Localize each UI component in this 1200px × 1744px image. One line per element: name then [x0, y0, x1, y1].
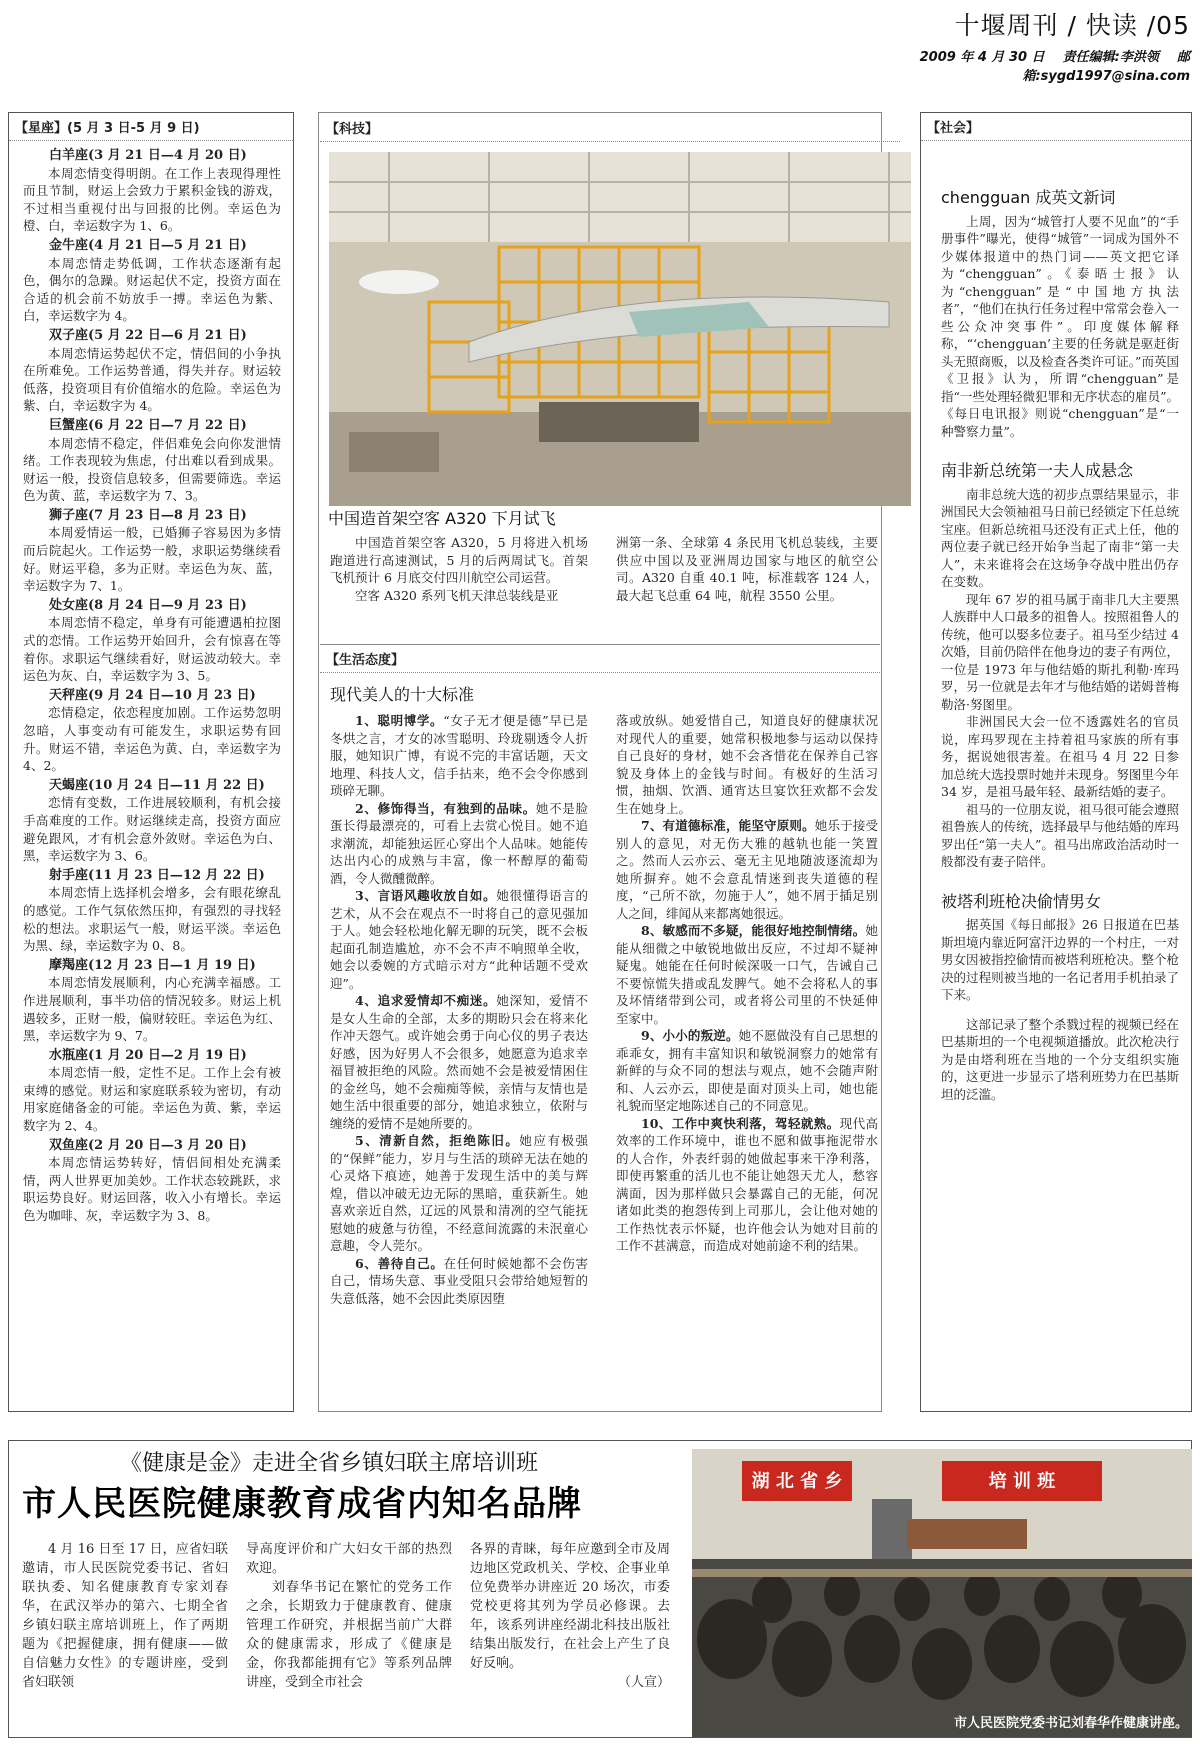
article-title: 南非新总统第一夫人成悬念	[941, 461, 1134, 480]
standard-head: 9、小小的叛逆。	[641, 1028, 739, 1043]
standard-item	[616, 817, 878, 922]
standard-text: 她不是脸蛋长得最漂亮的，可看上去赏心悦目。她不追求潮流，却能独运匠心穿出个人品味。她能传达出内心的成熟与丰富，像一杯醇厚的葡萄酒，令人微醺微醉。	[330, 800, 588, 886]
feature-paragraph: 4 月 16 日至 17 日，应省妇联邀请，市人民医院党委书记、省妇联执委、知名健康教育专家刘春华，在武汉举办的第六、七期全省乡镇妇联主席培训班上，作了两期题为《把握健康，拥有健康——做自信魅力女性》的专题讲座，受到省妇联领	[22, 1542, 228, 1690]
sign-text: 本周恋情一般，定性不足。工作上会有被束缚的感觉。财运和家庭联系较为密切，有动用家庭储备金的可能。幸运色为黄、紫，幸运数字为 2、4。	[23, 1065, 281, 1134]
feature-col-1	[22, 1540, 228, 1692]
article-paragraph: 非洲国民大会一位不透露姓名的官员说，库玛罗现在主持着祖马家族的所有事务，据说她很害羞。在祖马 4 月 22 日参加总统大选投票时她并未现身。努图里今年 34 岁，是祖马最年轻、最新结婚的妻子。	[941, 714, 1179, 799]
feature-paragraph: 刘春华书记在繁忙的党务工作之余，长期致力于健康教育、健康管理工作研究，并根据当前广大群众的健康需求，形成了《健康是金，你我都能拥有它》等系列品牌讲座，受到全市社会	[246, 1580, 452, 1690]
standard-text: 她乐于接受别人的意见，对无伤大雅的越轨也能一笑置之。然而人云亦云、毫无主见地随波逐流却为她所摒弃。她不会意乱情迷到丧失道德的程度，“己所不欲，勿施于人”，她不屑于插足别人之间，绯闻从来都离她很远。	[616, 818, 878, 921]
sign-text: 本周恋情上选择机会增多，会有眼花缭乱的感觉。工作气氛依然压抑，有强烈的寻找轻松的想法。求职运气一般，财运平淡。幸运色为黑、绿，幸运数字为 0、8。	[23, 885, 281, 954]
standard-head: 2、修饰得当，有独到的品味。	[355, 800, 536, 816]
tech-article	[328, 506, 878, 535]
sign-entry	[23, 237, 281, 325]
masthead-title: 十堰周刊 / 快读 /05	[954, 11, 1190, 40]
tech-paragraph: 洲第一条、全球第 4 条民用飞机总装线，主要供应中国以及亚洲周边国家与地区的航空公司。A320 自重 40.1 吨，标准载客 124 人，最大起飞总重 64 吨，航程 3550 公里。	[616, 535, 878, 603]
society-article	[941, 893, 1179, 1104]
sign-name: 水瓶座(1 月 20 日—2 月 19 日)	[49, 1047, 247, 1063]
standard-head: 7、有道德标准，能坚守原则。	[641, 818, 815, 833]
horoscope-section-tag: 【星座】(5 月 3 日-5 月 9 日)	[9, 113, 293, 141]
standard-item	[330, 800, 588, 888]
sign-text: 本周爱情运一般，已婚狮子容易因为多情而后院起火。工作运势一般，求职运势继续看好。财运平稳，多为正财。幸运色为灰、蓝，幸运数字为 7、1。	[23, 525, 281, 594]
airplane-assembly-icon	[329, 152, 911, 506]
tech-section-tag: 【科技】	[320, 114, 900, 142]
sign-text: 本周恋情运势转好，情侣间相处充满柔情，两人世界更加美妙。工作状态较跳跃，求职运势良好。财运回落，收入小有增长。幸运色为咖啡、灰，幸运数字为 3、8。	[23, 1155, 281, 1224]
tech-col-2	[616, 534, 878, 604]
feature-byline: （人宣）	[617, 1675, 670, 1690]
society-article	[941, 462, 1179, 871]
sign-name: 天蝎座(10 月 24 日—11 月 22 日)	[49, 777, 265, 793]
airplane-assembly-photo	[329, 152, 911, 506]
article-title: 被塔利班枪决偷情男女	[941, 891, 1102, 911]
standard-text: “女子无才便是德”早已是冬烘之言，才女的冰雪聪明、玲珑剔透令人折服，她知识广博，有说不完的丰富话题，天文地理、科技人文，信手拈来，绝不会令你感到琐碎无聊。	[330, 713, 589, 798]
tech-col-1	[330, 534, 588, 604]
sign-entry	[23, 417, 281, 505]
article-paragraph: 这部记录了整个杀戮过程的视频已经在巴基斯坦的一个电视频道播放。此次枪决行为是由塔利班在当地的一个分支组织实施的，这更进一步显示了塔利班势力在巴基斯坦的泛滥。	[941, 1016, 1179, 1102]
horoscope-column	[8, 112, 294, 1412]
society-section-tag: 【社会】	[921, 113, 1191, 141]
editor-email: 邮箱:sygd1997@sina.com	[1022, 50, 1190, 84]
standard-head: 6、善待自己。	[355, 1255, 444, 1271]
sign-text: 本周恋情运势起伏不定，情侣间的小争执在所难免。工作运势普通，得失并存。财运较低落，投资项目有价值缩水的危险。幸运色为紫、白，幸运数字为 4。	[23, 345, 281, 414]
life-col-2	[616, 712, 878, 1255]
standard-item	[616, 1027, 878, 1115]
issue-date: 2009 年 4 月 30 日	[919, 50, 1045, 65]
life-title-text: 现代美人的十大标准	[330, 685, 475, 704]
standard-item	[616, 1115, 878, 1255]
sign-entry	[23, 1137, 281, 1225]
tech-paragraph: 中国造首架空客 A320，5 月将进入机场跑道进行高速测试，5 月的后两周试飞。首架飞机预计 6 月底交付四川航空公司运营。	[330, 535, 588, 585]
lecture-photo	[692, 1449, 1192, 1737]
life-title	[330, 676, 870, 711]
society-articles	[921, 189, 1191, 1103]
sign-entry	[23, 327, 281, 415]
horoscope-list	[9, 141, 293, 1225]
standard-item	[330, 992, 588, 1132]
sign-text: 本周恋情不稳定，单身有可能遭遇柏拉图式的恋情。工作运势开始回升，会有惊喜在等着你。求职运气继续看好，财运波动较大。幸运色为灰、白，幸运数字为 3、5。	[23, 615, 281, 684]
standard-item	[330, 887, 588, 992]
tech-paragraph: 空客 A320 系列飞机天津总装线是亚	[355, 587, 559, 603]
sign-entry	[23, 867, 281, 955]
editor: 责任编辑:李洪领	[1062, 50, 1159, 65]
feature-headline: 市人民医院健康教育成省内知名品牌	[22, 1484, 582, 1524]
feature-kicker: 《健康是金》走进全省乡镇妇联主席培训班	[120, 1451, 539, 1476]
sign-text: 本周恋情不稳定，伴侣难免会向你发泄情绪。工作表现较为焦虑，付出难以看到成果。财运一般，投资信息较多，但需要筛选。幸运色为黄、蓝，幸运数字为 7、3。	[23, 435, 281, 504]
sign-text: 恋情有变数，工作进展较顺利，有机会接手高难度的工作。财运继续走高，投资方面应避免跟风，才有机会意外敛财。幸运色为白、黑，幸运数字为 3、6。	[23, 795, 281, 864]
sign-name: 天秤座(9 月 24 日—10 月 23 日)	[49, 687, 256, 703]
sign-name: 白羊座(3 月 21 日—4 月 20 日)	[49, 148, 247, 163]
sign-text: 本周恋情发展顺利，内心充满幸福感。工作进展顺利，事半功倍的情况较多。财运上机遇较多，正财一般，偏财较旺。幸运色为红、黑，幸运数字为 9、7。	[23, 975, 281, 1044]
standard-text: 她能从细微之中敏锐地做出反应，不过却不疑神疑鬼。她能在任何时候深吸一口气，告诫自己不要惊慌失措或乱发脾气。她不会将私人的事及坏情绪带到公司，或者将公司里的不快延伸至家中。	[616, 923, 878, 1026]
standard-head: 1、聪明博学。	[355, 713, 444, 728]
sign-name: 巨蟹座(6 月 22 日—7 月 22 日)	[49, 417, 247, 433]
standard-item	[616, 712, 878, 817]
standard-item	[616, 922, 878, 1027]
feature-col-3	[470, 1540, 670, 1692]
standard-item	[330, 712, 588, 800]
article-paragraph: 据英国《每日邮报》26 日报道在巴基斯坦境内靠近阿富汗边界的一个村庄，一对男女因被指控偷情而被塔利班枪决。整个枪决的过程则被当地的一名记者用手机拍录了下来。	[941, 917, 1179, 1002]
standard-item	[330, 1132, 588, 1255]
feature-col-2	[246, 1540, 452, 1692]
sign-name: 狮子座(7 月 23 日—8 月 23 日)	[49, 507, 247, 523]
sign-text: 本周恋情变得明朗。在工作上表现得理性而且节制，财运上会致力于累积金钱的游戏，不过相当重视付出与回报的比例。幸运色为橙、白，幸运数字为 1、6。	[23, 165, 281, 234]
standard-head: 3、言语风趣收放自如。	[355, 888, 497, 903]
article-paragraph: 祖马的一位朋友说，祖马很可能会遵照祖鲁族人的传统，选择最早与他结婚的库玛罗出任“第一夫人”。祖马出席政治活动时一般都没有妻子陪伴。	[941, 801, 1179, 869]
sign-entry	[23, 597, 281, 685]
article-title: chengguan 成英文新词	[941, 188, 1116, 207]
sign-name: 双鱼座(2 月 20 日—3 月 20 日)	[49, 1137, 247, 1153]
life-section-tag: 【生活态度】	[320, 644, 880, 673]
photo-caption: 市人民医院党委书记刘春华作健康讲座。	[953, 1716, 1188, 1731]
standard-item	[330, 1255, 588, 1308]
sign-entry	[23, 507, 281, 595]
standard-text: 她应有极强的“保鲜”能力，岁月与生活的琐碎无法在她的心灵烙下痕迹，她善于发现生活中的美与辉煌，借以冲破无边无际的黑暗，重获新生。她喜欢亲近自然，辽远的风景和清冽的空气能抚慰她的疲惫与彷徨，不经意间流露的未泯童心意趣，令人莞尔。	[330, 1133, 588, 1253]
sign-entry	[23, 777, 281, 865]
sign-name: 射手座(11 月 23 日—12 月 22 日)	[49, 867, 265, 883]
standard-text: 她很懂得语言的艺术，从不会在观点不一时将自己的意见强加于人。她会轻松地化解无聊的玩笑，既不会板起面孔制造尴尬，亦不会不声不响照单全收，她会以委婉的方式暗示对方“此种话题不受欢迎”。	[330, 888, 588, 991]
sign-entry	[23, 147, 281, 235]
standard-text: 现代高效率的工作环境中，谁也不愿和做事拖泥带水的人合作，外表纤弱的她做起事来干净利落，即使再繁重的活儿也不能让她怨天尤人，愁容满面，因为那样做只会暴露自己的无能，何况诸如此类的抱怨传到上司那儿，会让他对她的工作热忱表示怀疑，也许他会认为她对目前的工作不甚满意，而造成对她前途不利的结果。	[616, 1115, 878, 1253]
standard-head: 8、敏感而不多疑，能很好地控制情绪。	[641, 923, 866, 938]
sign-text: 恋情稳定，依恋程度加剧。工作运势忽明忽暗，人事变动有可能发生，求职运势有回升。财运不错，幸运色为黄、白，幸运数字为 4、2。	[23, 705, 281, 774]
sign-name: 双子座(5 月 22 日—6 月 21 日)	[49, 327, 247, 343]
standard-text: 在任何时候她都不会伤害自己，情场失意、事业受阻只会带给她短暂的失意低落，她不会因此类原因堕	[330, 1255, 588, 1306]
standard-head: 4、追求爱情却不痴迷。	[355, 993, 497, 1008]
standard-head: 10、工作中爽快利落，驾轻就熟。	[641, 1115, 840, 1131]
masthead	[780, 6, 1190, 84]
banner-left-text: 湖 北 省 乡	[751, 1471, 843, 1492]
sign-name: 摩羯座(12 月 23 日—1 月 19 日)	[49, 957, 256, 973]
tech-title: 中国造首架空客 A320 下月试飞	[328, 509, 556, 528]
standard-text: 她不愿做没有自己思想的乖乖女，拥有丰富知识和敏锐洞察力的她常有新鲜的与众不同的想法与观点，她不会随声附和、人云亦云，即使是面对顶头上司，她也能礼貌而坚定地陈述自己的不同意见。	[616, 1028, 878, 1113]
sign-entry	[23, 1047, 281, 1135]
masthead-info	[780, 46, 1190, 84]
life-col-1	[330, 712, 588, 1307]
sign-name: 处女座(8 月 24 日—9 月 23 日)	[49, 597, 247, 613]
feature-paragraph: 各界的青睐，每年应邀到全市及周边地区党政机关、学校、企事业单位免费举办讲座近 20 场次，市委党校更将其列为学员必修课。去年，该系列讲座经湖北科技出版社结集出版发行，在社会上产生了良好反响。	[470, 1542, 670, 1671]
sign-entry	[23, 957, 281, 1045]
standard-text: 她深知，爱情不是女人生命的全部，太多的期盼只会在将来化作冲天怨气。或许她会勇于向心仪的男子表达好感，因为好男人不会很多，她愿意为追求幸福冒被拒绝的风险。然而她不会是被爱情困住的金丝鸟，她不会痴痴等候，亲情与友情也是她生活中很重要的部分，她追求独立，依附与缠绕的爱情不是她所要的。	[330, 993, 588, 1131]
standard-head: 5、清新自然，拒绝陈旧。	[355, 1133, 520, 1148]
feature-paragraph: 导高度评价和广大妇女干部的热烈欢迎。	[246, 1542, 452, 1576]
standard-text: 落或放纵。她爱惜自己，知道良好的健康状况对现代人的重要，她常积极地参与运动以保持自己良好的身材，她不会吝惜花在保养自己容貌及身体上的金钱与时间。有极好的生活习惯，抽烟、饮酒、通宵达旦宴饮狂欢都不会发生在她身上。	[616, 713, 878, 816]
society-column	[920, 112, 1192, 1412]
article-paragraph: 上周，因为“城管打人要不见血”的“手册事件”曝光，使得“城管”一词成为国外不少媒体报道中的热门词——英文把它译为“chengguan”。《泰晤士报》认为“chengguan”是“中国地方执法者”，“他们在执行任务过程中常常会卷入一些公众冲突事件”。印度媒体解释称，“‘chengguan’主要的任务就是驱赶街头无照商贩，以及检查各类许可证。”而英国《卫报》认为，所谓“chengguan”是指“一些处理轻微犯罪和无序状态的雇员”。《每日电讯报》则说“chengguan”是“一种警察力量”。	[941, 213, 1179, 439]
society-article	[941, 189, 1179, 440]
banner-right-text: 培 训 班	[988, 1471, 1056, 1492]
sign-entry	[23, 687, 281, 775]
sign-name: 金牛座(4 月 21 日—5 月 21 日)	[49, 237, 247, 253]
sign-text: 本周恋情走势低调，工作状态逐渐有起色，偶尔的急躁。财运起伏不定，投资方面在合适的机会前不妨放手一搏。幸运色为紫、白，幸运数字为 4。	[23, 255, 281, 324]
article-paragraph: 南非总统大选的初步点票结果显示，非洲国民大会领袖祖马日前已经锁定下任总统宝座。但新总统祖马还没有正式上任，他的两位妻子就已经开始争当起了南非“第一夫人”，未来谁将会在这场争夺战中胜出仍存在变数。	[941, 486, 1179, 589]
article-paragraph: 现年 67 岁的祖马属于南非几大主要黑人族群中人口最多的祖鲁人。按照祖鲁人的传统，他可以娶多位妻子。祖马至少结过 4 次婚，目前仍陪伴在他身边的妻子有两位，一位是 1973 年与他结婚的斯扎利勒·库玛罗，另一位就是去年才与他结婚的诺姆普梅勒洛·努图里。	[941, 591, 1179, 712]
